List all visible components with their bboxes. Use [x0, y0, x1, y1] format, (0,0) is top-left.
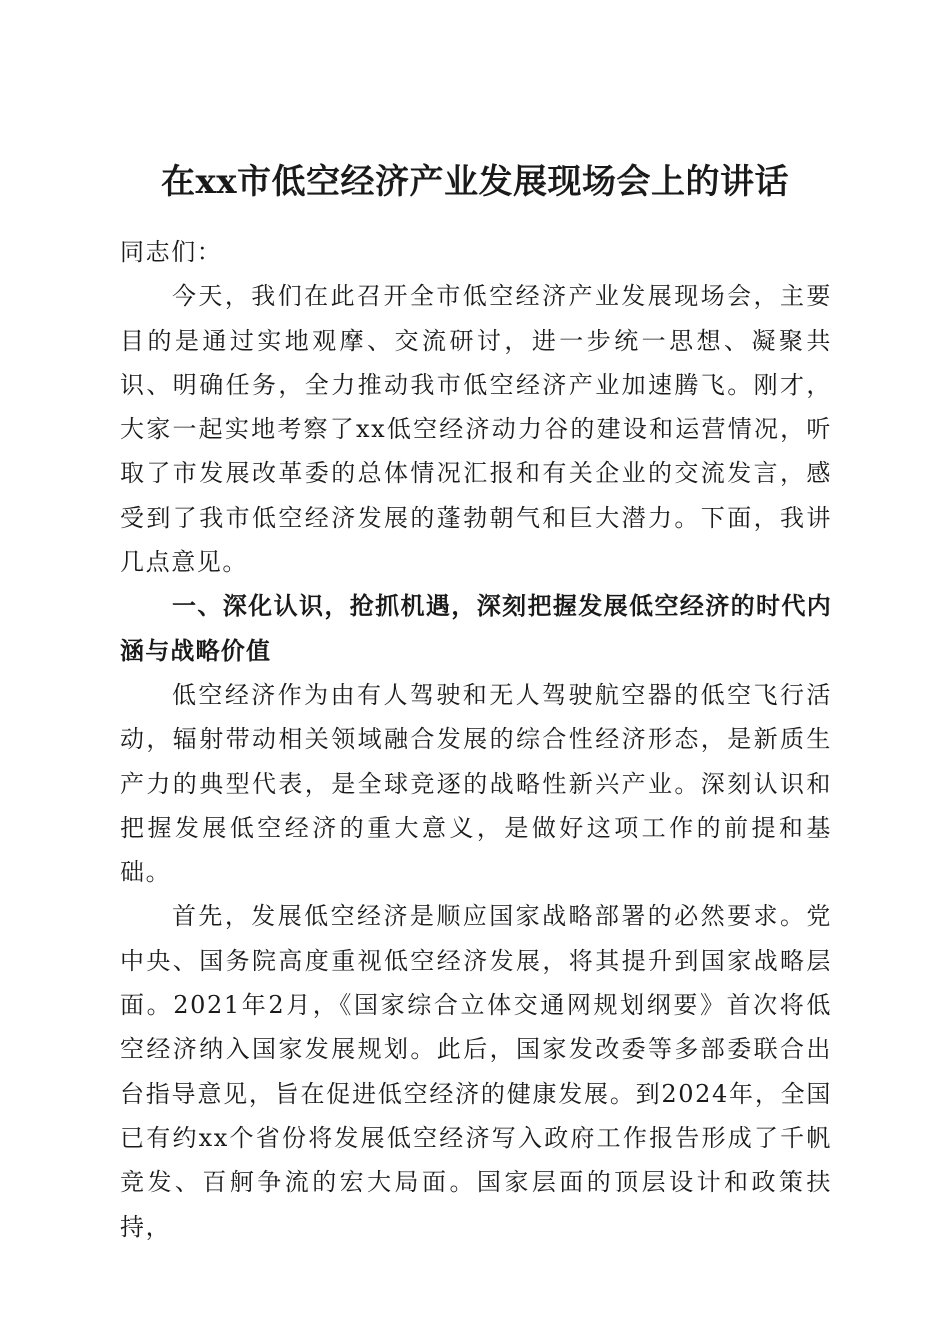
- document-title: 在xx市低空经济产业发展现场会上的讲话: [160, 161, 790, 202]
- section-1-paragraph-1: 低空经济作为由有人驾驶和无人驾驶航空器的低空飞行活动，辐射带动相关领域融合发展的综合性经济形态，是新质生产力的典型代表，是全球竞逐的战略性新兴产业。深刻认识和把握发展低空经济的重大意义，是做好这项工作的前提和基础。: [120, 680, 832, 887]
- document-body: [120, 230, 832, 1249]
- section-heading-1: 一、深化认识，抢抓机遇，深刻把握发展低空经济的时代内涵与战略价值: [120, 592, 832, 665]
- opening-paragraph: 今天，我们在此召开全市低空经济产业发展现场会，主要目的是通过实地观摩、交流研讨，进一步统一思想、凝聚共识、明确任务，全力推动我市低空经济产业加速腾飞。刚才，大家一起实地考察了xx低空经济动力谷的建设和运营情况，听取了市发展改革委的总体情况汇报和有关企业的交流发言，感受到了我市低空经济发展的蓬勃朝气和巨大潜力。下面，我讲几点意见。: [120, 282, 832, 577]
- section-1-paragraph-2: 首先，发展低空经济是顺应国家战略部署的必然要求。党中央、国务院高度重视低空经济发展，将其提升到国家战略层面。2021年2月，《国家综合立体交通网规划纲要》首次将低空经济纳入国家发展规划。此后，国家发改委等多部委联合出台指导意见，旨在促进低空经济的健康发展。到2024年，全国已有约xx个省份将发展低空经济写入政府工作报告形成了千帆竞发、百舸争流的宏大局面。国家层面的顶层设计和政策扶持，: [120, 902, 832, 1241]
- salutation: 同志们：: [120, 238, 223, 266]
